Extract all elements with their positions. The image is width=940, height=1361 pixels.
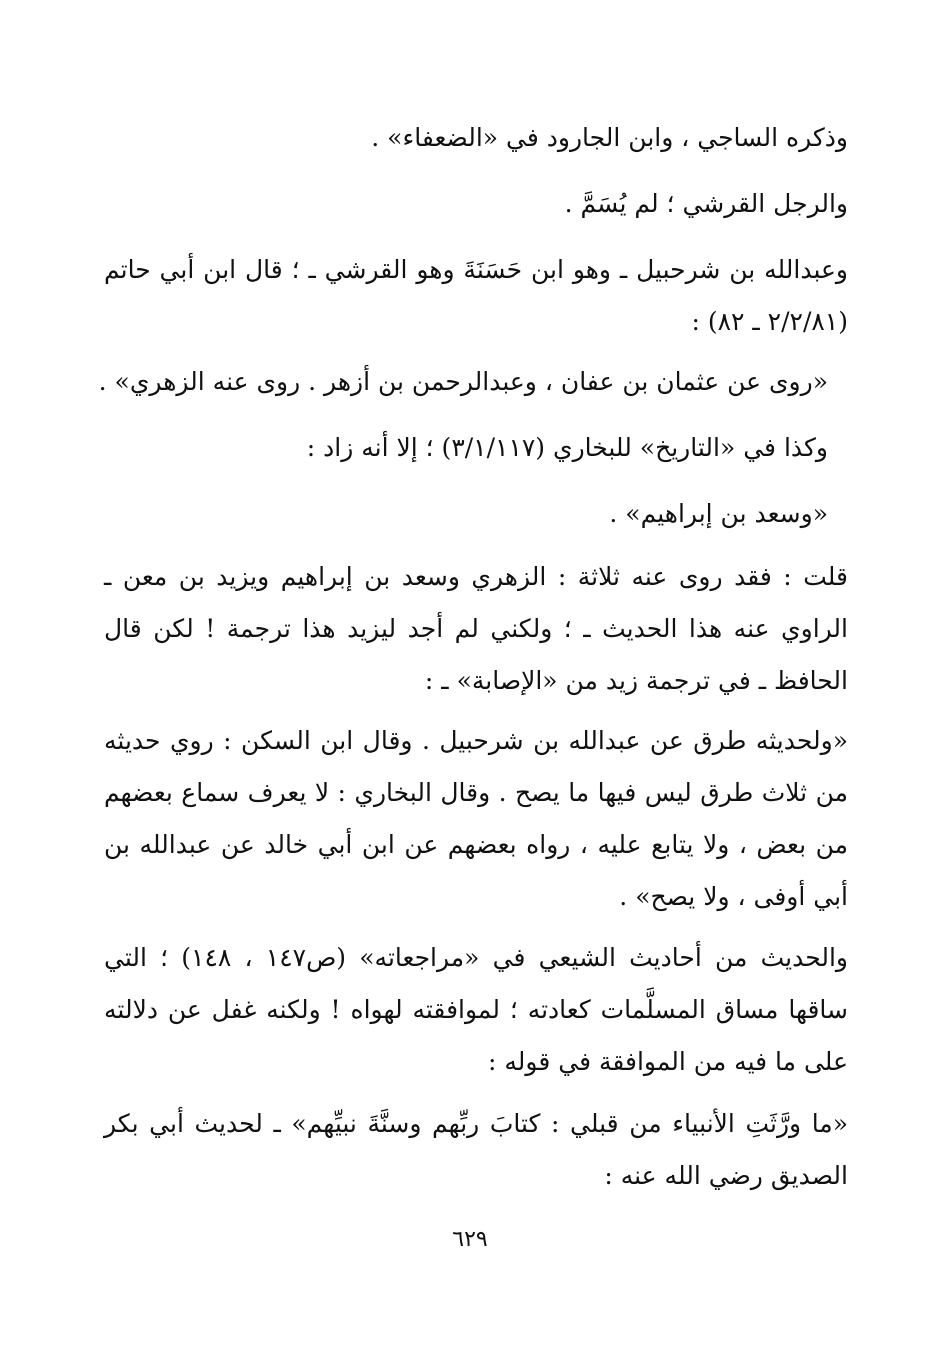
- page-number: ٦٢٩: [452, 1227, 488, 1252]
- paragraph-6: والحديث من أحاديث الشيعي في «مراجعاته» (ص١٤٧ ، ١٤٨) ؛ التي ساقها مساق المسلَّمات كعادته ؛ لموافقته لهواه ! ولكنه غفل عن دلالته على ما فيه من الموافقة في قوله :: [104, 943, 848, 1076]
- quote-3: «ولحديثه طرق عن عبدالله بن شرحبيل . وقال ابن السكن : روي حديثه من ثلاث طرق ليس فيها ما يصح . وقال البخاري : لا يعرف سماع بعضهم من بعض ، ولا يتابع عليه ، رواه بعضهم عن ابن أبي خالد عن عبدالله بن أبي أوفى ، ولا يصح» .: [104, 726, 848, 911]
- paragraph-1: وذكره الساجي ، وابن الجارود في «الضعفاء» .: [371, 123, 848, 152]
- paragraph-3: وعبدالله بن شرحبيل ـ وهو ابن حَسَنَةَ وهو القرشي ـ ؛ قال ابن أبي حاتم (٢/٢/٨١ ـ ٨٢) :: [104, 255, 848, 336]
- quote-4: «ما ورَّثَتِ الأنبياء من قبلي : كتابَ ربِّهم وسنَّةَ نبيِّهم» ـ لحديث أبي بكر الصديق رضي الله عنه :: [104, 1109, 848, 1190]
- paragraph-2: والرجل القرشي ؛ لم يُسَمَّ .: [564, 189, 848, 218]
- paragraph-4: وكذا في «التاريخ» للبخاري (٣/١/١١٧) ؛ إلا أنه زاد :: [306, 433, 828, 462]
- paragraph-5: قلت : فقد روى عنه ثلاثة : الزهري وسعد بن إبراهيم ويزيد بن معن ـ الراوي عنه هذا الحديث ـ ؛ ولكني لم أجد ليزيد هذا ترجمة ! لكن قال الحافظ ـ في ترجمة زيد من «الإصابة» ـ :: [104, 562, 848, 695]
- quote-2: «وسعد بن إبراهيم» .: [609, 499, 828, 528]
- quote-1: «روى عن عثمان بن عفان ، وعبدالرحمن بن أزهر . روى عنه الزهري» .: [98, 367, 828, 396]
